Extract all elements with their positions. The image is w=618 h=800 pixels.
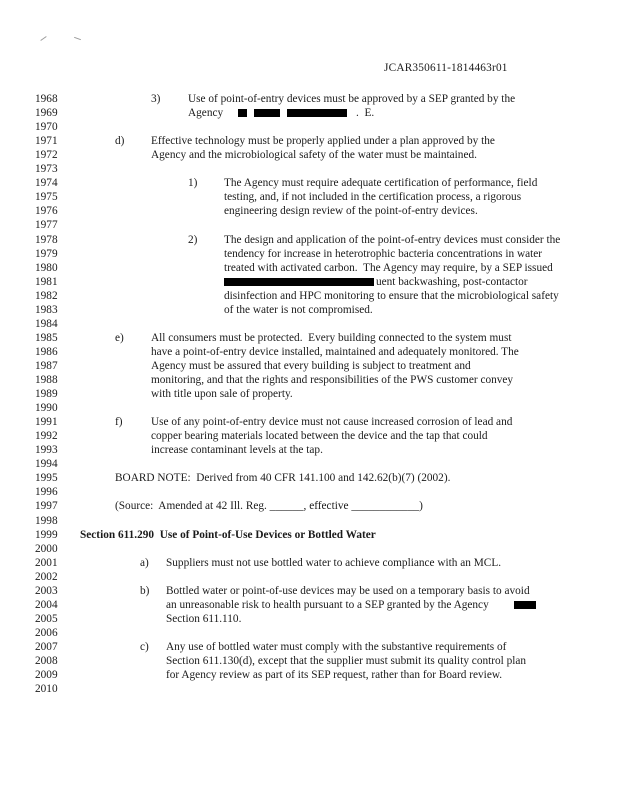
- line-text: copper bearing materials located between the device and the tap that could: [151, 430, 488, 443]
- line-text: f): [115, 416, 123, 429]
- line-text: 2): [188, 233, 198, 246]
- line-text: uent backwashing, post-contactor: [376, 275, 528, 288]
- line-number: 1982: [35, 289, 58, 302]
- doc-line: [0, 261, 618, 275]
- line-text: c): [140, 640, 149, 653]
- line-number: 2008: [35, 655, 58, 667]
- doc-line: [0, 176, 618, 190]
- line-number: 1993: [35, 444, 58, 457]
- line-number: 2005: [35, 612, 58, 625]
- doc-line: [0, 598, 618, 612]
- line-text: The design and application of the point-of-entry devices must consider the: [224, 233, 561, 246]
- line-text: of the water is not compromised.: [224, 303, 373, 316]
- line-number: 1985: [35, 331, 58, 344]
- line-number: 1978: [35, 233, 58, 246]
- line-number: 1987: [35, 359, 58, 372]
- doc-line: [0, 345, 618, 359]
- line-number: 1983: [35, 303, 58, 316]
- redaction-mark: [254, 109, 280, 117]
- doc-line: [0, 514, 618, 528]
- line-number: 1979: [35, 247, 58, 260]
- line-text: All consumers must be protected. Every building connected to the system must: [151, 331, 512, 344]
- line-number: 1969: [35, 107, 58, 120]
- line-text: tendency for increase in heterotrophic bacteria concentrations in water: [224, 247, 543, 260]
- line-text: treated with activated carbon. The Agency may require, by a SEP issued: [224, 261, 553, 274]
- line-number: 2003: [35, 584, 58, 597]
- doc-line: [0, 528, 618, 542]
- line-text: . E.: [356, 107, 375, 120]
- doc-line: [0, 443, 618, 457]
- line-text: Use of point-of-entry devices must be approved by a SEP granted by the: [188, 93, 516, 105]
- line-number: 2009: [35, 669, 58, 682]
- line-number: 1991: [35, 416, 58, 429]
- line-number: 2002: [35, 570, 58, 583]
- line-text: d): [115, 135, 125, 148]
- doc-line: [0, 556, 618, 570]
- line-text: Agency and the microbiological safety of the water must be maintained.: [151, 149, 477, 162]
- line-number: 1986: [35, 345, 58, 358]
- line-text: for Agency review as part of its SEP request, rather than for Board review.: [166, 669, 503, 682]
- line-text: 1): [188, 177, 198, 190]
- line-number: 2004: [35, 598, 58, 611]
- doc-line: [0, 134, 618, 148]
- line-text: a): [140, 556, 149, 569]
- line-text: Section 611.130(d), except that the supplier must submit its quality control plan: [166, 655, 527, 667]
- line-number: 1989: [35, 388, 58, 401]
- line-text: e): [115, 331, 124, 344]
- doc-line: [0, 204, 618, 218]
- doc-line: [0, 584, 618, 598]
- line-text: Effective technology must be properly applied under a plan approved by the: [151, 135, 495, 148]
- doc-line: [0, 359, 618, 373]
- line-number: 1990: [35, 402, 58, 415]
- line-text: with title upon sale of property.: [151, 388, 293, 401]
- line-text: BOARD NOTE: Derived from 40 CFR 141.100 and 142.62(b)(7) (2002).: [115, 472, 451, 485]
- doc-line: [0, 457, 618, 471]
- doc-line: [0, 612, 618, 626]
- line-number: 1973: [35, 163, 58, 176]
- line-text: Use of any point-of-entry device must not cause increased corrosion of lead and: [151, 416, 513, 429]
- doc-line: [0, 542, 618, 556]
- redaction-mark: [224, 278, 374, 286]
- line-number: 2001: [35, 556, 58, 569]
- doc-line: [0, 682, 618, 696]
- redaction-mark: [238, 109, 247, 117]
- line-text: Section 611.290 Use of Point-of-Use Devices or Bottled Water: [80, 528, 376, 541]
- doc-line: [0, 626, 618, 640]
- line-number: 1971: [35, 135, 58, 148]
- redaction-mark: [514, 601, 536, 609]
- line-number: 1970: [35, 121, 58, 134]
- doc-line: [0, 218, 618, 232]
- doc-line: [0, 640, 618, 654]
- line-number: 1974: [35, 177, 58, 190]
- doc-line: [0, 106, 618, 120]
- doc-line: [0, 190, 618, 204]
- line-text: monitoring, and that the rights and responsibilities of the PWS customer convey: [151, 374, 514, 386]
- doc-line: [0, 668, 618, 682]
- line-number: 1980: [35, 261, 58, 274]
- line-text: have a point-of-entry device installed, maintained and adequately monitored. The: [151, 345, 519, 358]
- line-number: 1975: [35, 191, 58, 204]
- line-text: testing, and, if not included in the certification process, a rigorous: [224, 191, 522, 204]
- line-number: 2000: [35, 542, 58, 555]
- doc-line: [0, 148, 618, 162]
- doc-line: [0, 92, 618, 106]
- line-text: disinfection and HPC monitoring to ensure that the microbiological safety: [224, 289, 559, 302]
- line-text: 3): [151, 93, 161, 105]
- line-text: increase contaminant levels at the tap.: [151, 444, 323, 457]
- doc-line: [0, 387, 618, 401]
- line-number: 1997: [35, 500, 58, 513]
- line-text: b): [140, 584, 150, 597]
- line-number: 2010: [35, 683, 58, 696]
- line-number: 1988: [35, 374, 58, 386]
- doc-line: [0, 471, 618, 485]
- line-number: 1998: [35, 514, 58, 527]
- line-text: Suppliers must not use bottled water to achieve compliance with an MCL.: [166, 556, 502, 569]
- line-number: 1977: [35, 219, 58, 232]
- line-number: 1968: [35, 93, 58, 105]
- doc-line: [0, 331, 618, 345]
- line-text: Agency must be assured that every building is subject to treatment and: [151, 359, 471, 372]
- line-number: 1984: [35, 317, 58, 330]
- redaction-mark: [287, 109, 347, 117]
- line-text: Agency: [188, 107, 224, 120]
- line-text: (Source: Amended at 42 Ill. Reg. ______, effective ____________): [115, 500, 423, 513]
- doc-line: [0, 499, 618, 513]
- line-text: engineering design review of the point-of-entry devices.: [224, 205, 478, 218]
- line-number: 1994: [35, 458, 58, 471]
- line-number: 1999: [35, 528, 58, 541]
- doc-line: [0, 654, 618, 668]
- line-number: 1972: [35, 149, 58, 162]
- line-text: Section 611.110.: [166, 612, 242, 625]
- doc-line: [0, 570, 618, 584]
- line-text: an unreasonable risk to health pursuant to a SEP granted by the Agency: [166, 598, 489, 611]
- doc-line: [0, 233, 618, 247]
- document-id: JCAR350611-1814463r01: [384, 62, 508, 74]
- doc-line: [0, 275, 618, 289]
- doc-line: [0, 373, 618, 387]
- doc-line: [0, 485, 618, 499]
- line-number: 1995: [35, 472, 58, 485]
- doc-line: [0, 401, 618, 415]
- line-number: 1981: [35, 275, 58, 288]
- doc-line: [0, 429, 618, 443]
- doc-line: [0, 247, 618, 261]
- doc-line: [0, 415, 618, 429]
- line-number: 1976: [35, 205, 58, 218]
- doc-line: [0, 317, 618, 331]
- doc-line: [0, 120, 618, 134]
- doc-line: [0, 162, 618, 176]
- line-number: 1996: [35, 486, 58, 499]
- doc-line: [0, 303, 618, 317]
- line-number: 2006: [35, 626, 58, 639]
- doc-line: [0, 289, 618, 303]
- line-number: 2007: [35, 640, 58, 653]
- line-text: Any use of bottled water must comply with the substantive requirements of: [166, 640, 507, 653]
- line-text: The Agency must require adequate certification of performance, field: [224, 177, 538, 190]
- line-number: 1992: [35, 430, 58, 443]
- line-text: Bottled water or point-of-use devices may be used on a temporary basis to avoid: [166, 584, 530, 597]
